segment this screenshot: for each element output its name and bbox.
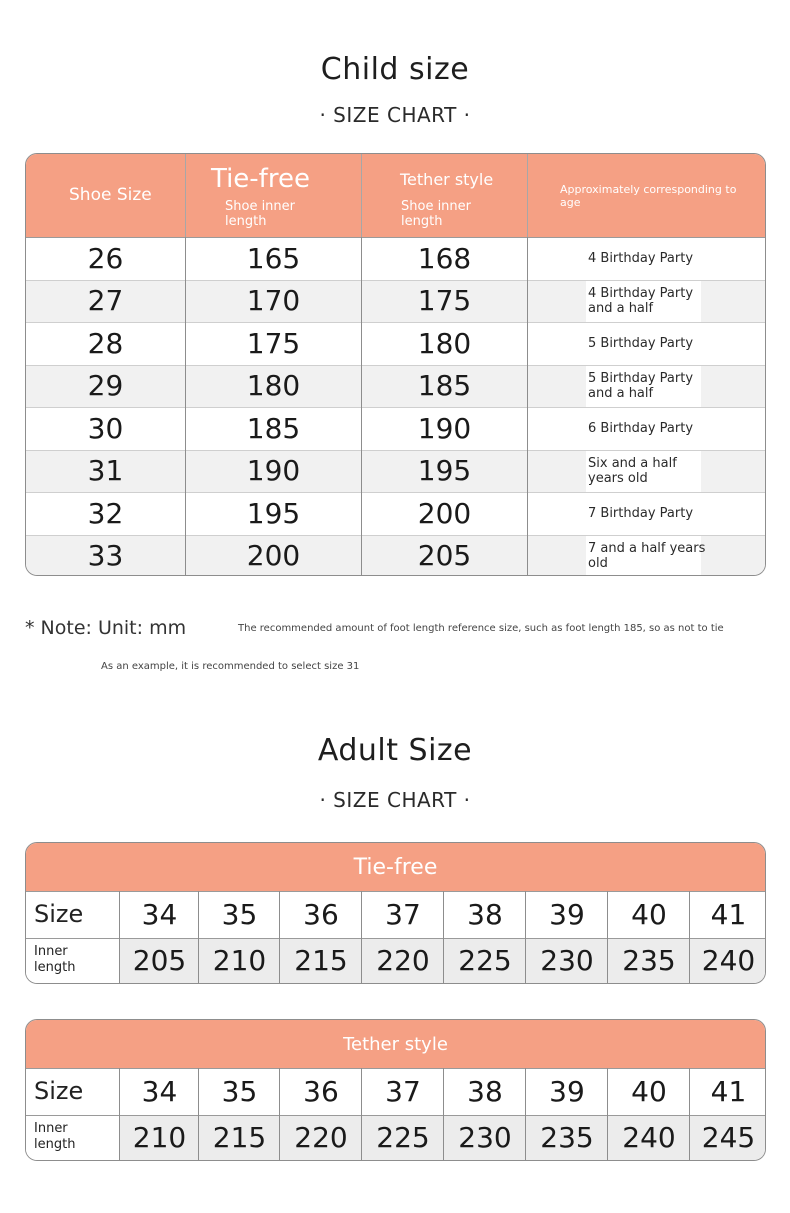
- table-row: [26, 450, 765, 493]
- tether-length-cell: 195: [417, 454, 472, 488]
- adult-table-header: Tether style: [26, 1020, 765, 1068]
- inner-length-row-label: Inner length: [26, 938, 120, 985]
- age-header: Approximately corresponding to age: [560, 183, 737, 209]
- inner-length-cell: 240: [622, 1121, 676, 1155]
- tether-length-cell: 205: [417, 539, 472, 573]
- tether-style-header: Tether style Shoe inner length: [400, 170, 494, 229]
- example-note: As an example, it is recommended to select size 31: [101, 661, 360, 672]
- shoe-size-cell: 33: [87, 539, 124, 573]
- table-row: [26, 938, 765, 985]
- size-cell: 34: [141, 1074, 178, 1108]
- table-row: [26, 237, 765, 280]
- size-cell: 36: [303, 897, 339, 931]
- size-cell: 37: [385, 897, 421, 931]
- adult-table-header: Tie-free: [26, 843, 765, 891]
- age-cell: Six and a half years old: [588, 455, 677, 486]
- age-cell: 7 Birthday Party: [588, 505, 694, 521]
- child-table-header: [26, 154, 765, 237]
- tie-free-length-cell: 190: [246, 454, 301, 488]
- size-cell: 36: [303, 1074, 339, 1108]
- table-row: [26, 492, 765, 535]
- size-cell: 39: [549, 1074, 585, 1108]
- tie-free-header: Tie-free Shoe inner length: [211, 164, 310, 229]
- table-row: [26, 280, 765, 323]
- inner-length-cell: 245: [701, 1121, 756, 1155]
- shoe-size-cell: 29: [87, 369, 124, 403]
- shoe-size-cell: 32: [87, 496, 124, 530]
- unit-note: * Note: Unit: mm: [25, 617, 187, 639]
- size-row-label: Size: [26, 891, 120, 938]
- adult-size-title: Adult Size: [317, 733, 473, 768]
- tie-free-length-cell: 195: [246, 496, 301, 530]
- age-cell: 7 and a half years old: [588, 540, 706, 571]
- table-row: [26, 535, 765, 577]
- inner-length-cell: 230: [540, 944, 594, 978]
- age-cell: 6 Birthday Party: [588, 420, 694, 436]
- foot-length-note: The recommended amount of foot length reference size, such as foot length 185, so as not to tie: [238, 623, 724, 634]
- child-size-chart-subtitle: · SIZE CHART ·: [319, 103, 471, 127]
- size-row-label: Size: [26, 1068, 120, 1115]
- table-row: [26, 1068, 765, 1115]
- child-size-title: Child size: [320, 52, 470, 87]
- table-row: [26, 1115, 765, 1162]
- tether-length-cell: 175: [417, 284, 472, 318]
- tether-length-cell: 185: [417, 369, 472, 403]
- adult-tie-free-table: [25, 842, 766, 984]
- size-cell: 37: [385, 1074, 421, 1108]
- inner-length-cell: 220: [294, 1121, 348, 1155]
- age-cell: 5 Birthday Party: [588, 335, 694, 351]
- inner-length-cell: 225: [458, 944, 512, 978]
- inner-length-cell: 210: [212, 944, 267, 978]
- tether-length-cell: 200: [417, 496, 472, 530]
- size-cell: 41: [710, 1074, 747, 1108]
- age-cell: 4 Birthday Party and a half: [588, 285, 694, 316]
- size-cell: 40: [631, 1074, 667, 1108]
- inner-length-cell: 225: [376, 1121, 430, 1155]
- table-row: [26, 891, 765, 938]
- tether-length-cell: 168: [417, 241, 472, 275]
- tether-length-cell: 180: [417, 326, 472, 360]
- shoe-size-header: Shoe Size: [69, 185, 152, 205]
- table-row: [26, 322, 765, 365]
- table-row: [26, 407, 765, 450]
- shoe-size-cell: 28: [87, 326, 124, 360]
- size-cell: 35: [221, 897, 258, 931]
- age-cell: 4 Birthday Party: [588, 250, 694, 266]
- tether-length-cell: 190: [417, 411, 472, 445]
- size-cell: 34: [141, 897, 178, 931]
- shoe-size-cell: 27: [87, 284, 124, 318]
- size-cell: 39: [549, 897, 585, 931]
- size-cell: 40: [631, 897, 667, 931]
- size-cell: 35: [221, 1074, 258, 1108]
- tie-free-length-cell: 175: [246, 326, 301, 360]
- inner-length-cell: 215: [212, 1121, 267, 1155]
- inner-length-cell: 235: [622, 944, 676, 978]
- size-cell: 38: [467, 1074, 503, 1108]
- tie-free-length-cell: 200: [246, 539, 301, 573]
- inner-length-cell: 210: [132, 1121, 187, 1155]
- tie-free-length-cell: 165: [246, 241, 301, 275]
- shoe-size-cell: 26: [87, 241, 124, 275]
- shoe-size-cell: 31: [87, 454, 124, 488]
- inner-length-cell: 215: [294, 944, 348, 978]
- inner-length-cell: 240: [701, 944, 756, 978]
- adult-size-chart-subtitle: · SIZE CHART ·: [319, 788, 471, 812]
- age-cell: 5 Birthday Party and a half: [588, 370, 694, 401]
- inner-length-cell: 220: [376, 944, 430, 978]
- tie-free-length-cell: 170: [246, 284, 301, 318]
- inner-length-row-label: Inner length: [26, 1115, 120, 1162]
- size-cell: 38: [467, 897, 503, 931]
- size-cell: 41: [710, 897, 747, 931]
- tie-free-length-cell: 180: [246, 369, 301, 403]
- inner-length-cell: 230: [458, 1121, 512, 1155]
- adult-tether-style-table: [25, 1019, 766, 1161]
- inner-length-cell: 235: [540, 1121, 594, 1155]
- inner-length-cell: 205: [132, 944, 187, 978]
- shoe-size-cell: 30: [87, 411, 124, 445]
- table-row: [26, 365, 765, 408]
- child-size-table: [25, 153, 766, 576]
- tie-free-length-cell: 185: [246, 411, 301, 445]
